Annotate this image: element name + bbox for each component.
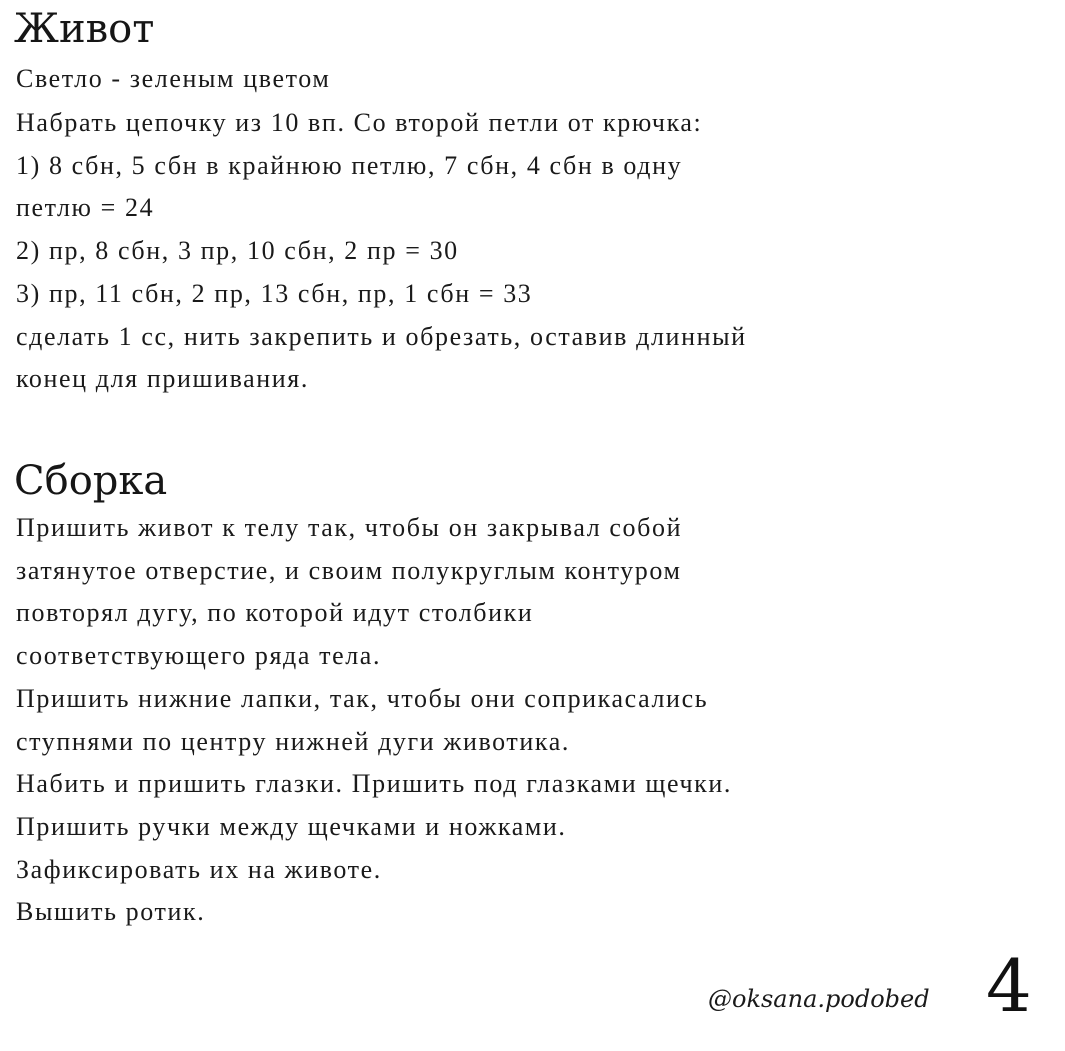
text-line: повторял дугу, по которой идут столбики (16, 598, 534, 627)
text-line: Набрать цепочку из 10 вп. Со второй петли от крючка: (16, 108, 703, 137)
text-line: конец для пришивания. (16, 364, 309, 393)
text-line: 2) пр, 8 сбн, 3 пр, 10 сбн, 2 пр = 30 (16, 236, 459, 265)
text-line: Пришить ручки между щечками и ножками. (16, 812, 567, 841)
text-line: Светло - зеленым цветом (16, 64, 331, 93)
text-line: сделать 1 сс, нить закрепить и обрезать, оставив длинный (16, 322, 747, 351)
section-title-assembly: Сборка (14, 458, 168, 504)
text-line: затянутое отверстие, и своим полукруглым контуром (16, 556, 682, 585)
text-line: Набить и пришить глазки. Пришить под глазками щечки. (16, 769, 732, 798)
text-line: ступнями по центру нижней дуги животика. (16, 727, 570, 756)
page-number: 4 (986, 944, 1032, 1028)
text-line: Пришить нижние лапки, так, чтобы они соприкасались (16, 684, 709, 713)
author-signature: @oksana.podobed (708, 985, 930, 1013)
section-title-belly: Живот (14, 6, 155, 52)
text-line: петлю = 24 (16, 193, 155, 222)
text-line: Вышить ротик. (16, 897, 206, 926)
text-line: соответствующего ряда тела. (16, 641, 382, 670)
text-line: 1) 8 сбн, 5 сбн в крайнюю петлю, 7 сбн, 4 сбн в одну (16, 151, 683, 180)
text-line: 3) пр, 11 сбн, 2 пр, 13 сбн, пр, 1 сбн = 33 (16, 279, 533, 308)
text-line: Зафиксировать их на животе. (16, 855, 382, 884)
text-line: Пришить живот к телу так, чтобы он закрывал собой (16, 513, 683, 542)
